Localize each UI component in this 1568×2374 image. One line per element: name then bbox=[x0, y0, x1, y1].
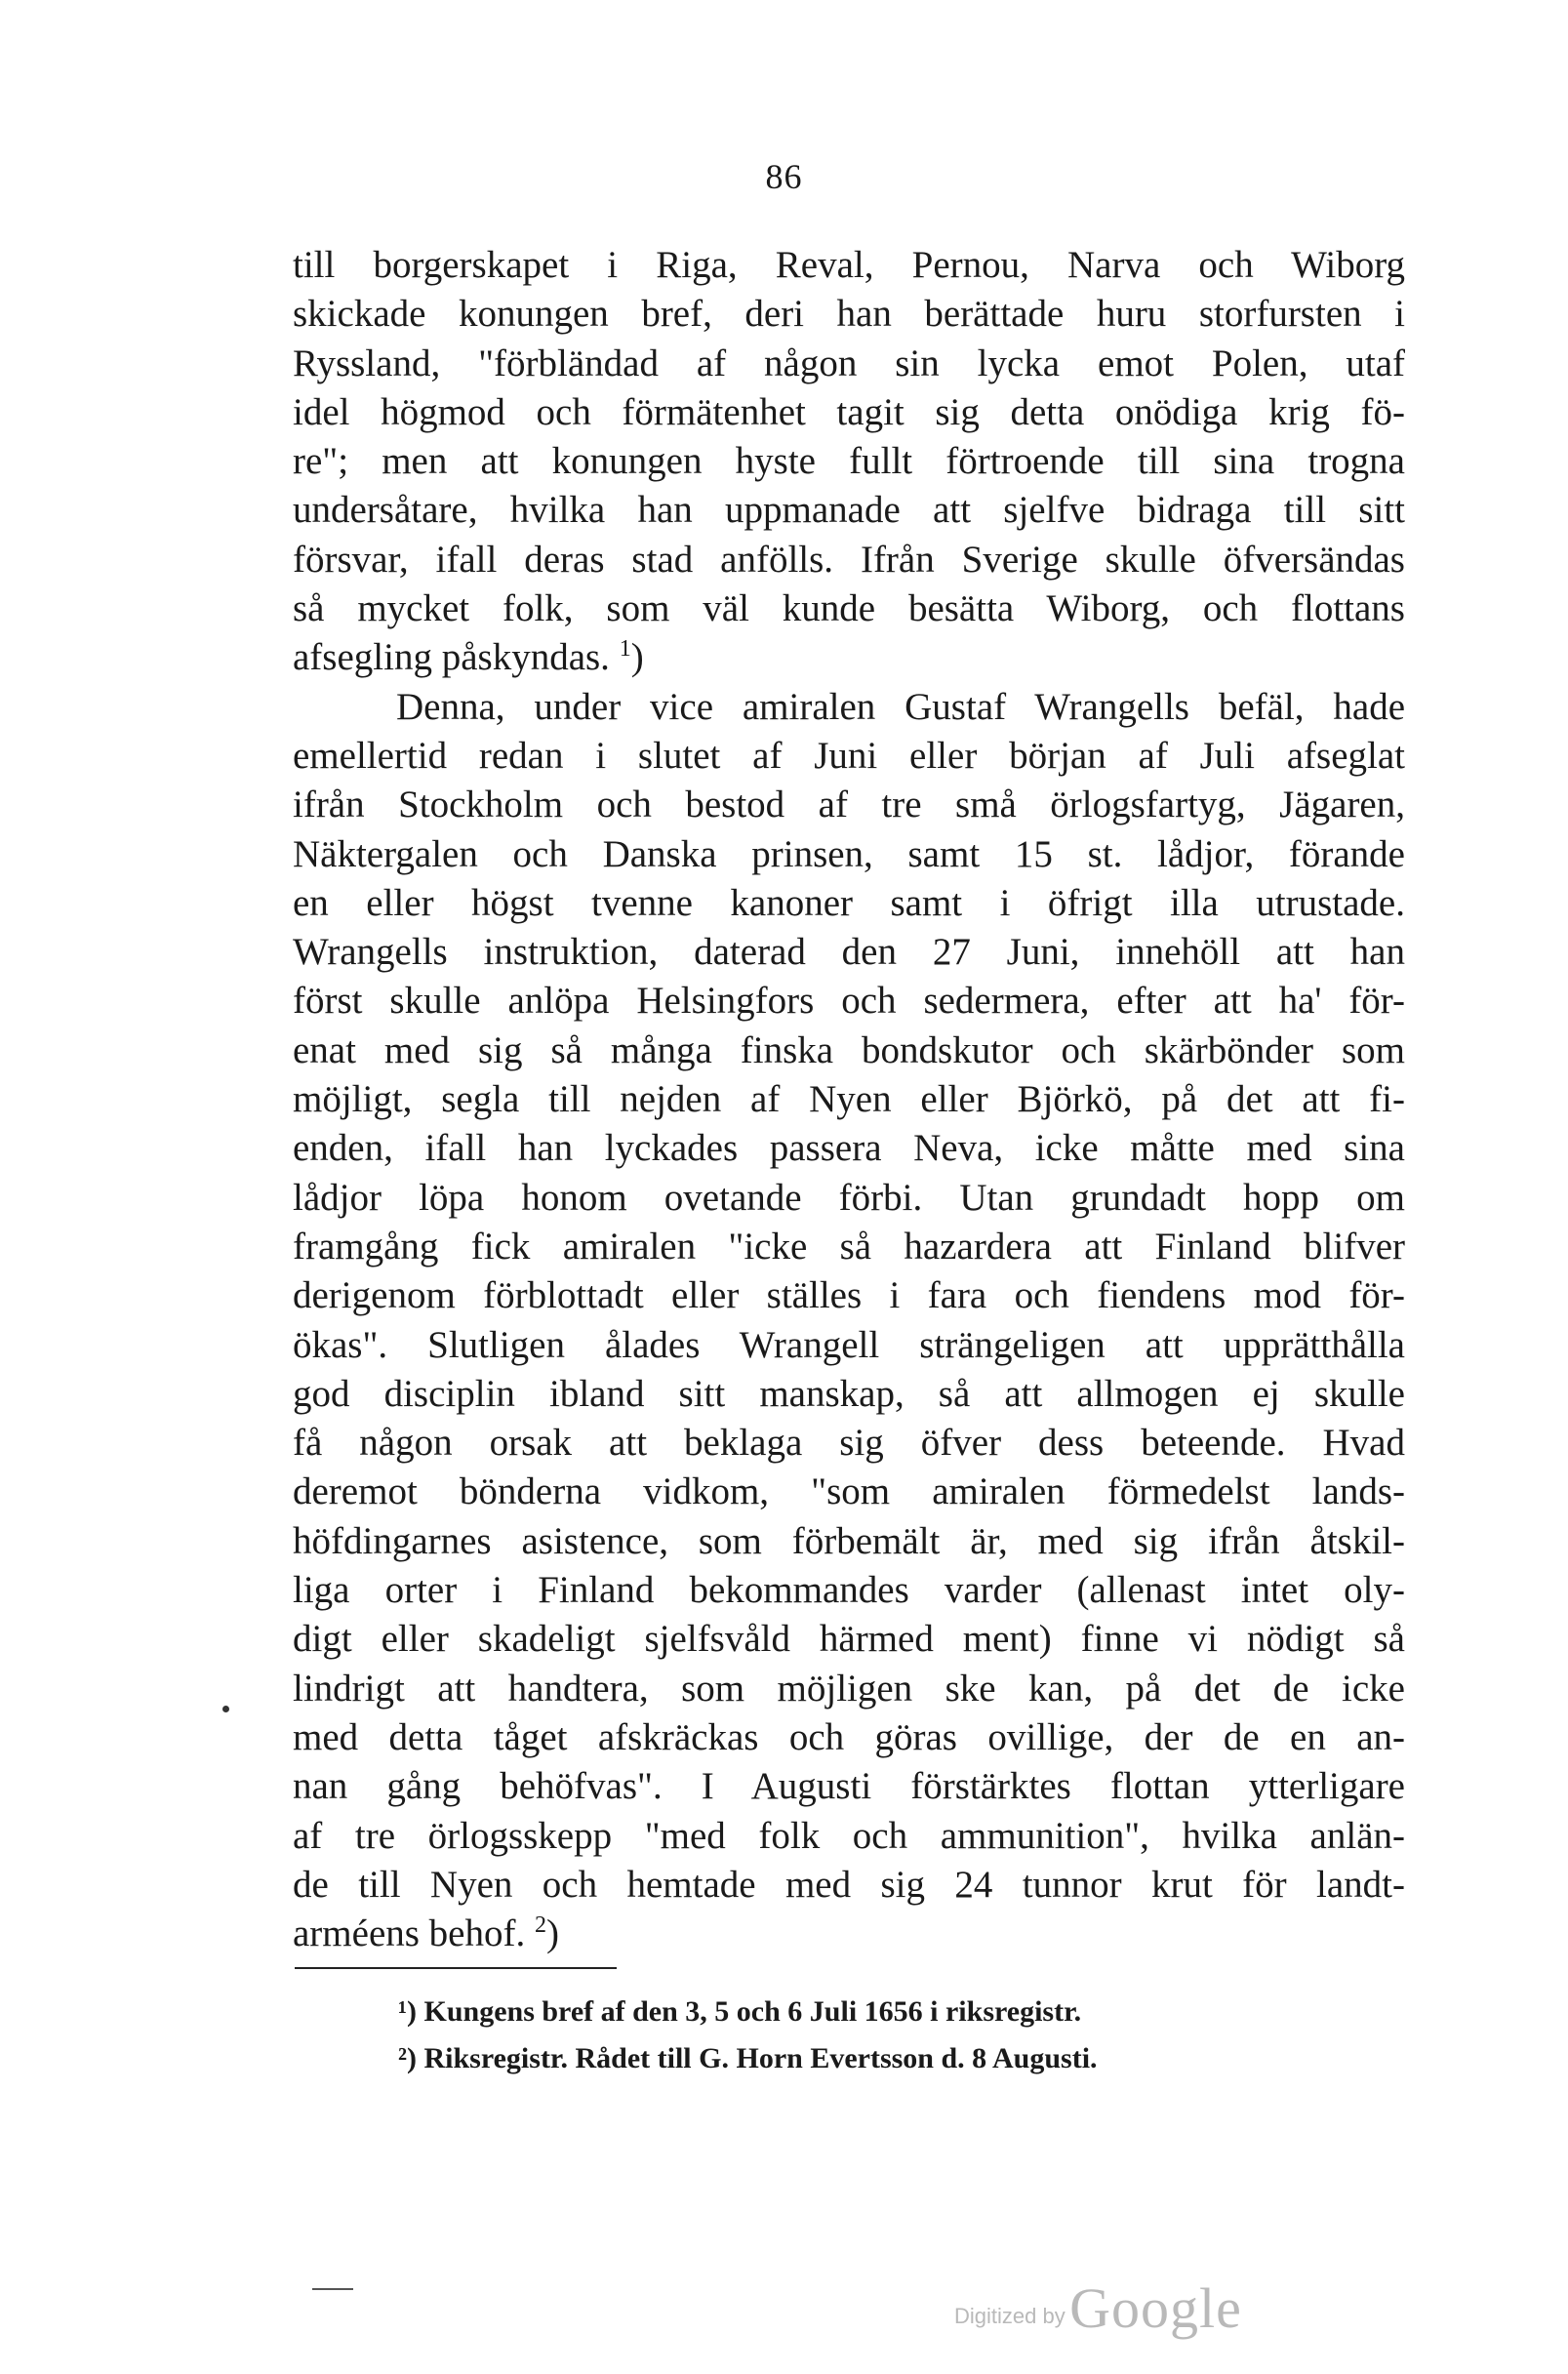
line-text: arméens behof. bbox=[293, 1912, 526, 1955]
text-line bbox=[293, 1812, 1405, 1861]
text-line bbox=[293, 1615, 1405, 1664]
page-dash bbox=[312, 2288, 353, 2290]
text-line bbox=[293, 1026, 1405, 1075]
text-line bbox=[293, 683, 1405, 732]
print-speck bbox=[222, 1706, 229, 1712]
line-text: afsegling påskyndas. bbox=[293, 636, 610, 679]
line-text: liga orter i Finland bekommandes varder (allenast intet oly- bbox=[293, 1569, 1405, 1612]
line-text: så mycket folk, som väl kunde besätta Wiborg, och flottans bbox=[293, 587, 1405, 630]
text-line bbox=[293, 1271, 1405, 1320]
footnote-reference: 1 bbox=[619, 636, 631, 663]
text-line bbox=[293, 1566, 1405, 1615]
text-line bbox=[293, 1223, 1405, 1271]
text-line bbox=[293, 1517, 1405, 1566]
footnote-text: Riksregistr. Rådet till G. Horn Evertsson d. 8 Augusti. bbox=[423, 2042, 1098, 2074]
text-line bbox=[293, 977, 1405, 1026]
footnote-mark: ¹) bbox=[398, 1995, 417, 2028]
footnote-mark: ²) bbox=[398, 2042, 417, 2074]
line-text: skickade konungen bref, deri han berättade huru storfursten i bbox=[293, 293, 1405, 336]
line-text: Näktergalen och Danska prinsen, samt 15 st. lådjor, förande bbox=[293, 832, 1405, 875]
line-text: en eller högst tvenne kanoner samt i öfrigt illa utrustade. bbox=[293, 881, 1405, 924]
text-line bbox=[293, 1321, 1405, 1370]
footnote-rule bbox=[295, 1967, 617, 1969]
text-line bbox=[293, 486, 1405, 535]
line-text: försvar, ifall deras stad anfölls. Ifrån Sverige skulle öfversändas bbox=[293, 538, 1405, 581]
line-text: enden, ifall han lyckades passera Neva, icke måtte med sina bbox=[293, 1127, 1405, 1170]
line-text: enat med sig så många finska bondskutor och skärbönder som bbox=[293, 1028, 1405, 1071]
line-text: framgång fick amiralen "icke så hazardera att Finland blifver bbox=[293, 1225, 1405, 1267]
text-line bbox=[293, 241, 1405, 290]
line-text: ökas". Slutligen ålades Wrangell strängeligen att upprätthålla bbox=[293, 1323, 1405, 1366]
text-line bbox=[293, 290, 1405, 339]
line-text: ifrån Stockholm och bestod af tre små örlogsfartyg, Jägaren, bbox=[293, 784, 1405, 826]
line-text: de till Nyen och hemtade med sig 24 tunnor krut för landt- bbox=[293, 1863, 1405, 1906]
digitized-by-google-watermark bbox=[954, 2275, 1242, 2341]
footnote-reference-paren: ) bbox=[545, 1912, 559, 1955]
text-line bbox=[293, 388, 1405, 437]
text-line bbox=[293, 1419, 1405, 1468]
text-line bbox=[293, 1124, 1405, 1173]
line-text: idel högmod och förmätenhet tagit sig detta onödiga krig fö- bbox=[293, 390, 1405, 433]
text-line bbox=[293, 879, 1405, 928]
line-text: deremot bönderna vidkom, "som amiralen förmedelst lands- bbox=[293, 1470, 1405, 1513]
text-line bbox=[293, 437, 1405, 486]
text-line bbox=[293, 1762, 1405, 1811]
line-text: re"; men att konungen hyste fullt förtroende till sina trogna bbox=[293, 440, 1405, 483]
line-text: emellertid redan i slutet af Juni eller början af Juli afseglat bbox=[293, 734, 1405, 777]
footnote-reference: 2 bbox=[534, 1912, 546, 1939]
line-text: till borgerskapet i Riga, Reval, Pernou, Narva och Wiborg bbox=[293, 244, 1405, 286]
text-line bbox=[293, 1370, 1405, 1419]
text-line bbox=[293, 830, 1405, 879]
line-text: nan gång behöfvas". I Augusti förstärktes flottan ytterligare bbox=[293, 1765, 1405, 1808]
text-line bbox=[293, 1910, 1405, 1958]
text-line bbox=[293, 1468, 1405, 1516]
text-line bbox=[293, 633, 1405, 682]
footnote bbox=[398, 2035, 1374, 2082]
text-line bbox=[293, 781, 1405, 829]
line-text: först skulle anlöpa Helsingfors och sedermera, efter att ha' för- bbox=[293, 980, 1405, 1023]
line-text: Wrangells instruktion, daterad den 27 Juni, innehöll att han bbox=[293, 931, 1405, 974]
footnote-reference-paren: ) bbox=[630, 636, 644, 679]
watermark-label: Digitized by bbox=[954, 2304, 1065, 2328]
line-text: lådjor löpa honom ovetande förbi. Utan grundadt hopp om bbox=[293, 1176, 1405, 1219]
line-text: möjligt, segla till nejden af Nyen eller Björkö, på det att fi- bbox=[293, 1078, 1405, 1121]
text-line bbox=[293, 1665, 1405, 1713]
text-line bbox=[293, 536, 1405, 584]
text-line bbox=[293, 928, 1405, 977]
line-text: derigenom förblottadt eller ställes i fara och fiendens mod för- bbox=[293, 1274, 1405, 1317]
line-text: undersåtare, hvilka han uppmanade att sjelfve bidraga till sitt bbox=[293, 489, 1405, 532]
line-text: Denna, under vice amiralen Gustaf Wrangells befäl, hade bbox=[396, 685, 1405, 728]
text-line bbox=[293, 1713, 1405, 1762]
line-text: höfdingarnes asistence, som förbemält är, med sig ifrån åtskil- bbox=[293, 1519, 1405, 1562]
line-text: Ryssland, "förbländad af någon sin lycka emot Polen, utaf bbox=[293, 342, 1405, 384]
line-text: god disciplin ibland sitt manskap, så att allmogen ej skulle bbox=[293, 1372, 1405, 1415]
line-text: af tre örlogsskepp "med folk och ammunition", hvilka anlän- bbox=[293, 1814, 1405, 1857]
text-line bbox=[293, 584, 1405, 633]
text-line bbox=[293, 732, 1405, 781]
page-number: 86 bbox=[765, 157, 803, 196]
footnote-text: Kungens bref af den 3, 5 och 6 Juli 1656 i riksregistr. bbox=[423, 1995, 1082, 2028]
body-text bbox=[293, 241, 1405, 1958]
line-text: digt eller skadeligt sjelfsvåld härmed ment) finne vi nödigt så bbox=[293, 1618, 1405, 1661]
footnotes bbox=[398, 1989, 1374, 2082]
text-line bbox=[293, 340, 1405, 388]
text-line bbox=[293, 1075, 1405, 1124]
text-line bbox=[293, 1861, 1405, 1910]
line-text: lindrigt att handtera, som möjligen ske kan, på det de icke bbox=[293, 1667, 1405, 1710]
text-line bbox=[293, 1174, 1405, 1223]
google-logo: Google bbox=[1069, 2276, 1242, 2340]
line-text: få någon orsak att beklaga sig öfver dess beteende. Hvad bbox=[293, 1422, 1405, 1465]
footnote bbox=[398, 1989, 1374, 2035]
line-text: med detta tåget afskräckas och göras ovillige, der de en an- bbox=[293, 1715, 1405, 1758]
